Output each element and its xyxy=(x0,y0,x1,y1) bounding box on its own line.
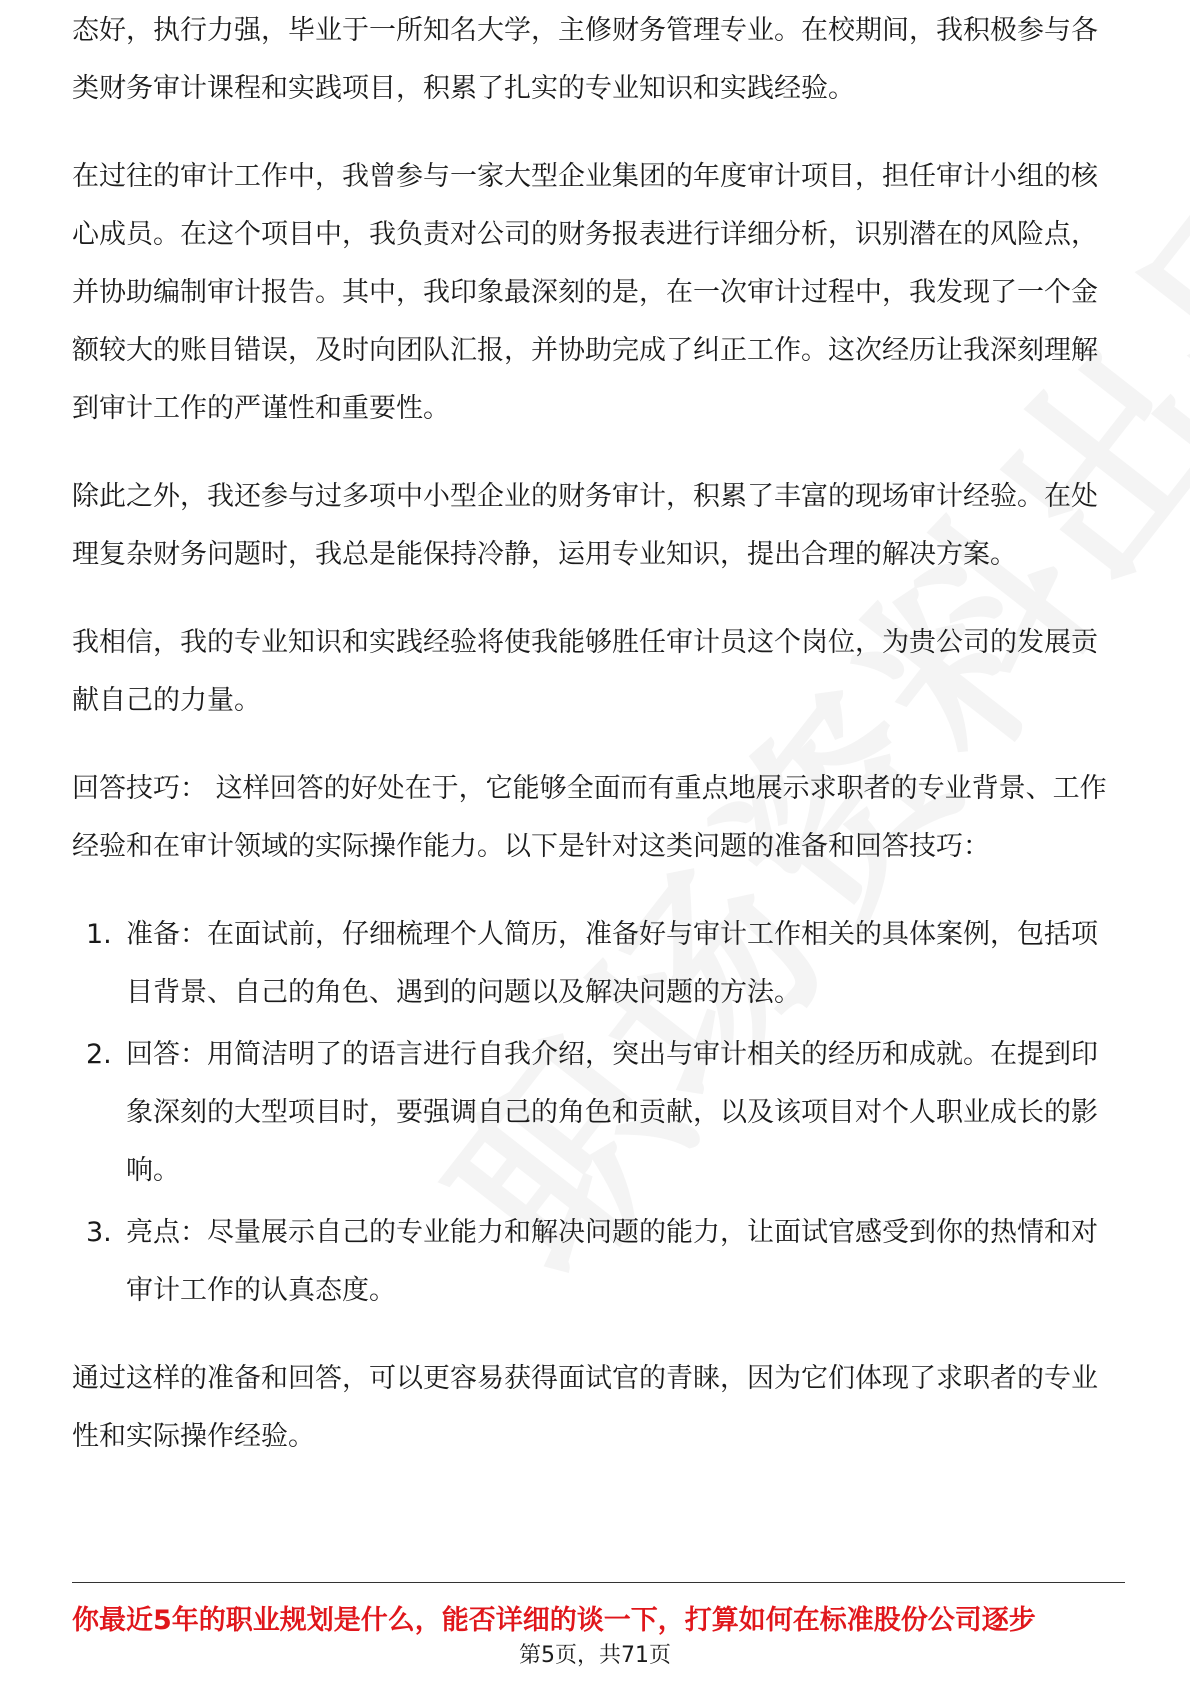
list-item xyxy=(72,1026,1122,1200)
list-text: 亮点：尽量展示自己的专业能力和解决问题的能力，让面试官感受到你的热情和对审计工作的认真态度。 xyxy=(126,1217,1098,1306)
paragraph-conclusion: 我相信，我的专业知识和实践经验将使我能够胜任审计员这个岗位，为贵公司的发展贡献自己的力量。 xyxy=(72,627,1098,716)
list-number: 2. xyxy=(86,1039,112,1070)
next-question-heading: 你最近5年的职业规划是什么，能否详细的谈一下，打算如何在标准股份公司逐步 xyxy=(72,1605,1036,1636)
paragraph-summary: 通过这样的准备和回答，可以更容易获得面试官的青睐，因为它们体现了求职者的专业性和实际操作经验。 xyxy=(72,1363,1098,1452)
list-item xyxy=(72,906,1122,1022)
section-divider xyxy=(72,1582,1125,1583)
paragraph-intro-continued: 态好，执行力强，毕业于一所知名大学，主修财务管理专业。在校期间，我积极参与各类财务审计课程和实践项目，积累了扎实的专业知识和实践经验。 xyxy=(72,15,1098,104)
page-number-footer: 第5页，共71页 xyxy=(519,1643,671,1668)
list-item xyxy=(72,1204,1122,1320)
paragraph-answer-tips: 回答技巧： 这样回答的好处在于，它能够全面而有重点地展示求职者的专业背景、工作经验和在审计领域的实际操作能力。以下是针对这类问题的准备和回答技巧： xyxy=(72,773,1107,862)
paragraph-audit-experience: 在过往的审计工作中，我曾参与一家大型企业集团的年度审计项目，担任审计小组的核心成员。在这个项目中，我负责对公司的财务报表进行详细分析，识别潜在的风险点，并协助编制审计报告。其中，我印象最深刻的是，在一次审计过程中，我发现了一个金额较大的账目错误，及时向团队汇报，并协助完成了纠正工作。这次经历让我深刻理解到审计工作的严谨性和重要性。 xyxy=(72,161,1098,424)
list-text: 回答：用简洁明了的语言进行自我介绍，突出与审计相关的经历和成就。在提到印象深刻的大型项目时，要强调自己的角色和贡献，以及该项目对个人职业成长的影响。 xyxy=(126,1039,1098,1186)
tips-list xyxy=(72,906,1122,1320)
list-text: 准备：在面试前，仔细梳理个人简历，准备好与审计工作相关的具体案例，包括项目背景、自己的角色、遇到的问题以及解决问题的方法。 xyxy=(126,919,1098,1008)
page-content xyxy=(72,15,1122,1496)
paragraph-additional-experience: 除此之外，我还参与过多项中小型企业的财务审计，积累了丰富的现场审计经验。在处理复杂财务问题时，我总是能保持冷静，运用专业知识，提出合理的解决方案。 xyxy=(72,481,1098,570)
list-number: 1. xyxy=(86,919,112,950)
list-number: 3. xyxy=(86,1217,112,1248)
